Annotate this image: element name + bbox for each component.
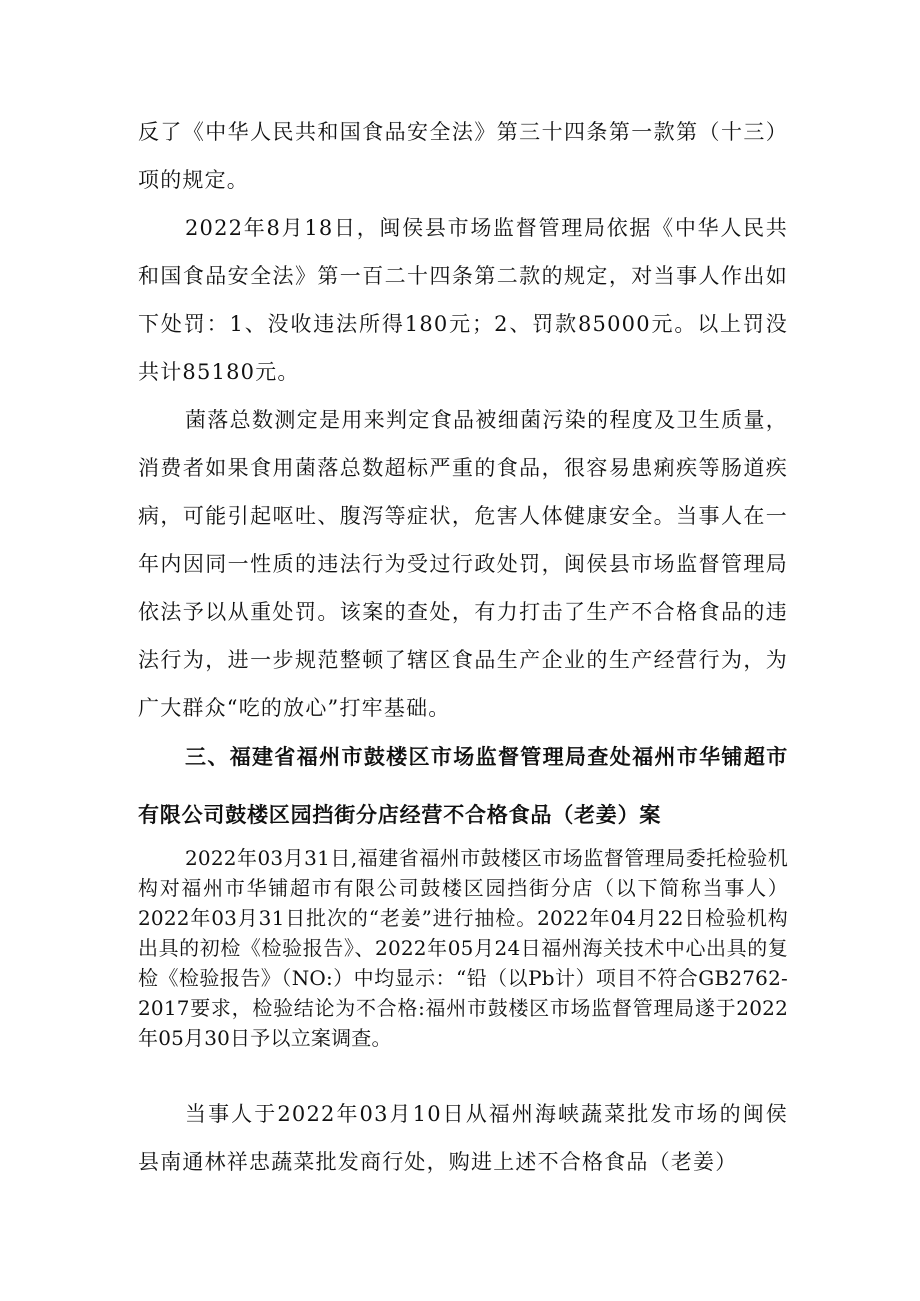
- paragraph-case-purchase: 当事人于2022年03月10日从福州海峡蔬菜批发市场的闽侯县南通林祥忠蔬菜批发商行处，购进上述不合格食品（老姜）: [138, 1102, 788, 1174]
- paragraph-law-violation: 反了《中华人民共和国食品安全法》第三十四条第一款第（十三）项的规定。: [138, 120, 788, 192]
- paragraph-penalty-decision: 2022年8月18日，闽侯县市场监督管理局依据《中华人民共和国食品安全法》第一百二十四条第二款的规定，对当事人作出如下处罚：1、没收违法所得180元；2、罚款85000元。以上罚没共计85180元。: [138, 216, 788, 384]
- paragraph-case-significance: 菌落总数测定是用来判定食品被细菌污染的程度及卫生质量，消费者如果食用菌落总数超标严重的食品，很容易患痢疾等肠道疾病，可能引起呕吐、腹泻等症状，危害人体健康安全。当事人在一年内因同一性质的违法行为受过行政处罚，闽侯县市场监督管理局依法予以从重处罚。该案的查处，有力打击了生产不合格食品的违法行为，进一步规范整顿了辖区食品生产企业的生产经营行为，为广大群众“吃的放心”打牢基础。: [138, 408, 788, 720]
- paragraph-case-inspection: 2022年03月31日,福建省福州市鼓楼区市场监督管理局委托检验机构对福州市华铺超市有限公司鼓楼区园挡街分店（以下简称当事人）2022年03月31日批次的“老姜”进行抽检。2022年04月22日检验机构出具的初检《检验报告》、2022年05月24日福州海关技术中心出具的复检《检验报告》（NO:）中均显示：“铅（以Pb计）项目不符合GB2762-2017要求，检验结论为不合格:福州市鼓楼区市场监督管理局遂于2022年05月30日予以立案调查。: [138, 846, 788, 1050]
- section-heading-case-three: 三、福建省福州市鼓楼区市场监督管理局查处福州市华铺超市有限公司鼓楼区园挡街分店经营不合格食品（老姜）案: [138, 745, 788, 827]
